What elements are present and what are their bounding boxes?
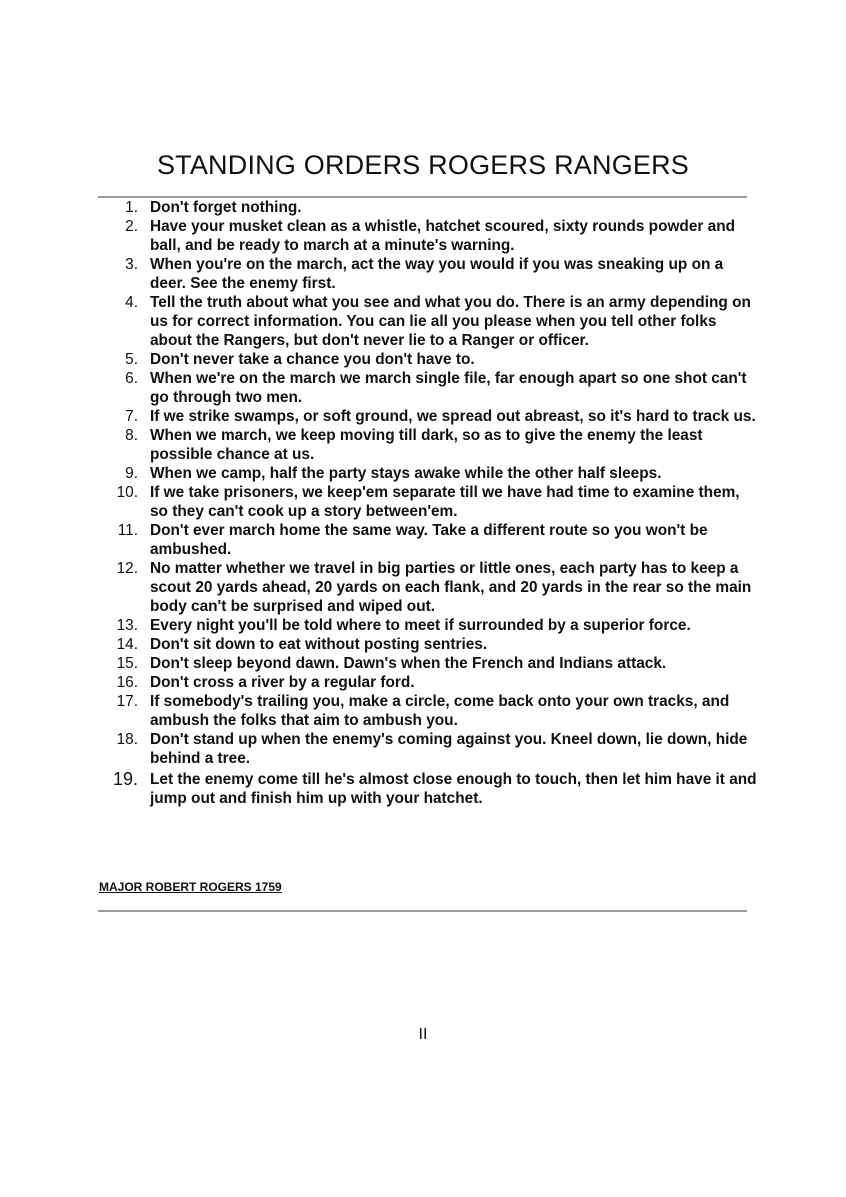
order-text: Don't never take a chance you don't have to. [150, 351, 475, 368]
page-title: STANDING ORDERS ROGERS RANGERS [156, 150, 690, 180]
order-number: 2. [125, 218, 138, 235]
order-text: Don't sleep beyond dawn. Dawn's when the French and Indians attack. [150, 655, 667, 672]
order-text: Let the enemy come till he's almost close enough to touch, then let him have it and jump out and finish him up with your hatchet. [150, 771, 757, 807]
order-item [98, 483, 758, 521]
order-item [98, 217, 758, 255]
order-number: 15. [116, 655, 138, 672]
order-number: 10. [116, 484, 138, 501]
order-text: If we take prisoners, we keep'em separate till we have had time to examine them, so they can't cook up a story between'em. [150, 484, 740, 520]
page-number: II [418, 1026, 428, 1043]
order-number: 3. [125, 256, 138, 273]
order-number: 9. [125, 465, 138, 482]
order-text: Every night you'll be told where to meet if surrounded by a superior force. [150, 617, 691, 634]
order-item [98, 730, 758, 768]
order-text: When we're on the march we march single file, far enough apart so one shot can't go through two men. [150, 370, 747, 406]
order-text: Have your musket clean as a whistle, hatchet scoured, sixty rounds powder and ball, and be ready to march at a minute's warning. [150, 218, 736, 254]
order-item [98, 616, 758, 635]
order-item [98, 770, 758, 808]
order-text: Don't sit down to eat without posting sentries. [150, 636, 488, 653]
order-number: 18. [116, 731, 138, 748]
order-number: 14. [116, 636, 138, 653]
order-item [98, 255, 758, 293]
order-item [98, 635, 758, 654]
order-number: 7. [125, 408, 138, 425]
signature: MAJOR ROBERT ROGERS 1759 [99, 880, 282, 894]
order-item [98, 673, 758, 692]
order-item [98, 559, 758, 616]
order-number: 13. [116, 617, 138, 634]
order-item [98, 198, 758, 217]
order-number: 1. [125, 199, 138, 216]
order-text: No matter whether we travel in big parties or little ones, each party has to keep a scout 20 yards ahead, 20 yards on each flank, and 20 yards in the rear so the main body can't be surprised and wiped out. [150, 560, 752, 615]
order-item [98, 426, 758, 464]
order-number: 17. [116, 693, 138, 710]
order-item [98, 369, 758, 407]
standing-orders-list [98, 198, 758, 808]
order-text: When we march, we keep moving till dark, so as to give the enemy the least possible chance at us. [150, 427, 703, 463]
order-item [98, 407, 758, 426]
order-text: If somebody's trailing you, make a circle, come back onto your own tracks, and ambush the folks that aim to ambush you. [150, 693, 730, 729]
order-text: If we strike swamps, or soft ground, we spread out abreast, so it's hard to track us. [150, 408, 756, 425]
order-number: 4. [125, 294, 138, 311]
order-text: Don't ever march home the same way. Take a different route so you won't be ambushed. [150, 522, 708, 558]
order-number: 6. [125, 370, 138, 387]
order-number: 19. [112, 769, 138, 789]
order-item [98, 350, 758, 369]
order-text: Tell the truth about what you see and what you do. There is an army depending on us for correct information. You can lie all you please when you tell other folks about the Rangers, but don't never lie to a Ranger or officer. [150, 294, 751, 349]
order-item [98, 521, 758, 559]
order-number: 8. [125, 427, 138, 444]
footer-divider [98, 910, 747, 912]
order-number: 11. [117, 522, 138, 539]
order-item [98, 293, 758, 350]
order-number: 16. [116, 674, 138, 691]
order-item [98, 654, 758, 673]
order-text: When you're on the march, act the way you would if you was sneaking up on a deer. See the enemy first. [150, 256, 724, 292]
order-text: Don't stand up when the enemy's coming against you. Kneel down, lie down, hide behind a tree. [150, 731, 748, 767]
order-text: When we camp, half the party stays awake while the other half sleeps. [150, 465, 662, 482]
order-text: Don't cross a river by a regular ford. [150, 674, 415, 691]
order-item [98, 692, 758, 730]
order-text: Don't forget nothing. [150, 199, 302, 216]
order-number: 12. [116, 560, 138, 577]
order-number: 5. [125, 351, 138, 368]
order-item [98, 464, 758, 483]
